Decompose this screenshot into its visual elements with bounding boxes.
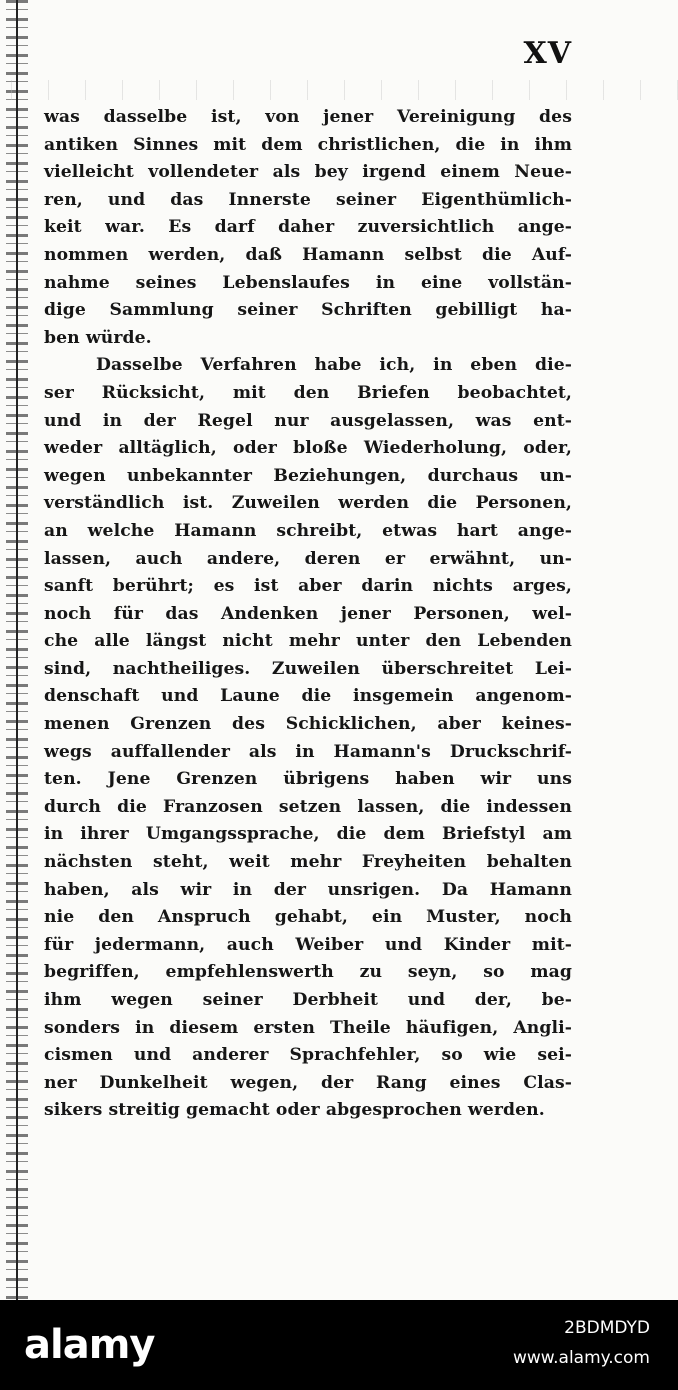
text-line: wegs auffallender als in Hamann's Druckschrif- [44,741,572,762]
gutter-line [16,0,18,1300]
text-line: in ihrer Umgangssprache, die dem Briefstyl am [44,824,572,845]
text-line: weder alltäglich, oder bloße Wiederholung, oder, [44,438,572,459]
scan-noise [0,80,678,100]
text-line: antiken Sinnes mit dem christlichen, die in ihm [44,134,572,155]
text-line: che alle längst nicht mehr unter den Lebenden [44,631,572,652]
site-url: www.alamy.com [512,1348,650,1368]
text-line: ben würde. [44,327,152,348]
text-line: Dasselbe Verfahren habe ich, in eben die- [96,355,572,376]
text-line: nie den Anspruch gehabt, ein Muster, noch [44,907,572,928]
text-line: sonders in diesem ersten Theile häufigen, Angli- [44,1017,572,1038]
text-line: ser Rücksicht, mit den Briefen beobachtet, [44,382,572,403]
text-line: menen Grenzen des Schicklichen, aber keines- [44,714,572,735]
text-line: keit war. Es darf daher zuversichtlich ange- [44,217,572,238]
text-line: für jedermann, auch Weiber und Kinder mit- [44,934,572,955]
text-line: cismen und anderer Sprachfehler, so wie sei- [44,1045,572,1066]
text-line: ren, und das Innerste seiner Eigenthümlich- [44,189,572,210]
body-text [44,104,572,1125]
text-line: ner Dunkelheit wegen, der Rang eines Clas- [44,1072,572,1093]
text-line: lassen, auch andere, deren er erwähnt, un- [44,548,572,569]
watermark-banner [0,1300,678,1390]
text-line: dige Sammlung seiner Schriften gebilligt ha- [44,300,572,321]
page-number: XV [523,36,572,71]
text-line: wegen unbekannter Beziehungen, durchaus un- [44,465,572,486]
alamy-logo: alamy [24,1322,155,1368]
text-line: an welche Hamann schreibt, etwas hart ange- [44,520,572,541]
text-line: und in der Regel nur ausgelassen, was ent- [44,410,572,431]
text-line: nächsten steht, weit mehr Freyheiten behalten [44,852,572,873]
text-line: durch die Franzosen setzen lassen, die indessen [44,796,572,817]
image-id: 2BDMDYD [564,1318,650,1338]
text-line: was dasselbe ist, von jener Vereinigung des [44,107,572,127]
text-line: sind, nachtheiliges. Zuweilen überschreitet Lei- [44,658,572,679]
text-line: haben, als wir in der unsrigen. Da Hamann [44,879,572,900]
text-line: ten. Jene Grenzen übrigens haben wir uns [44,769,572,790]
text-line: ihm wegen seiner Derbheit und der, be- [44,990,572,1010]
text-line: sikers streitig gemacht oder abgesprochen werden. [44,1100,545,1121]
text-line: nommen werden, daß Hamann selbst die Auf- [44,244,572,265]
text-line: verständlich ist. Zuweilen werden die Personen, [44,493,572,514]
text-line: nahme seines Lebenslaufes in eine vollstän- [44,272,572,293]
text-line: noch für das Andenken jener Personen, wel- [44,603,572,624]
text-line: denschaft und Laune die insgemein angenom- [44,686,572,707]
text-line: vielleicht vollendeter als bey irgend einem Neue- [44,162,572,183]
text-line: sanft berührt; es ist aber darin nichts arges, [44,576,572,597]
text-line: begriffen, empfehlenswerth zu seyn, so mag [44,962,572,983]
